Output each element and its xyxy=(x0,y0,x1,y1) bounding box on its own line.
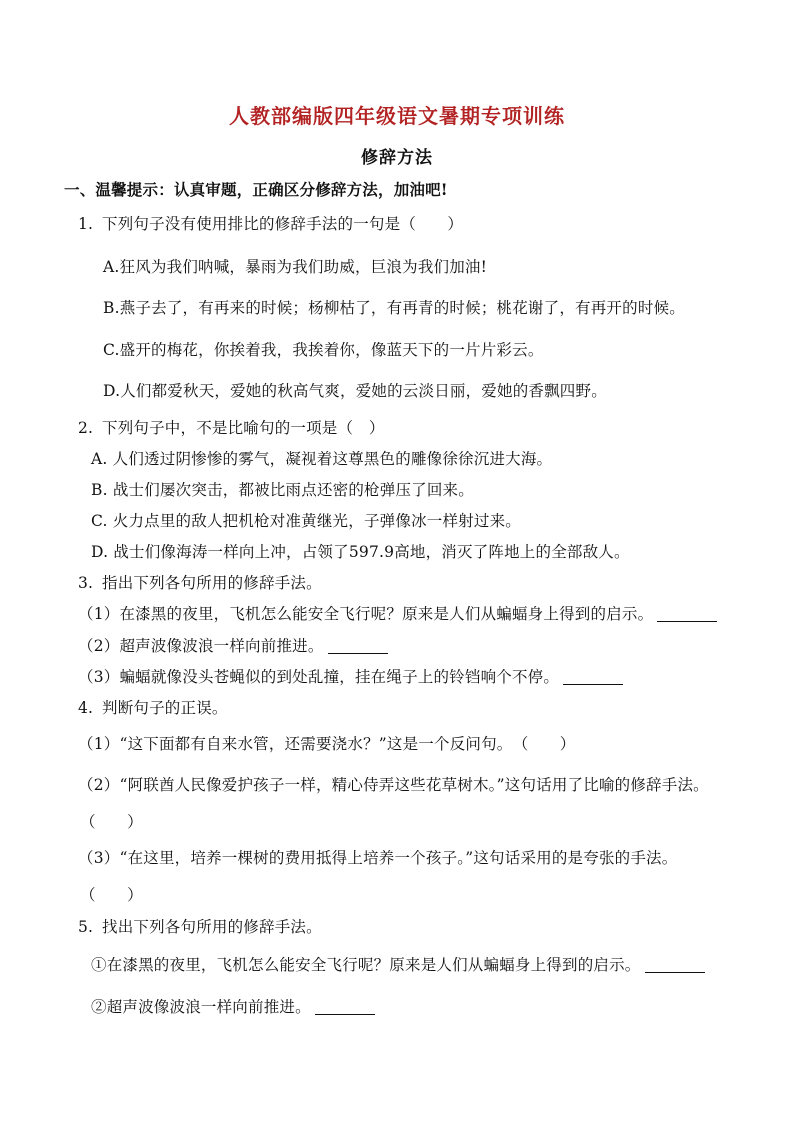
question-4 xyxy=(78,698,228,718)
question-number: 4. xyxy=(78,699,94,717)
answer-blank[interactable] xyxy=(657,607,717,622)
q5-item-1 xyxy=(91,955,705,975)
q2-option-b: B. 战士们屡次突击，都被比雨点还密的枪弹压了回来。 xyxy=(91,481,474,499)
q4-item-1: （1）“这下面都有自来水管，还需要浇水？”这是一个反问句。 （ ） xyxy=(78,735,576,753)
answer-blank[interactable] xyxy=(645,958,705,973)
item-text: ②超声波像波浪一样向前推进。 xyxy=(91,998,311,1016)
question-stem: 下列句子没有使用排比的修辞手法的一句是（ ） xyxy=(102,215,464,233)
q1-option-c: C.盛开的梅花，你挨着我，我挨着你，像蓝天下的一片片彩云。 xyxy=(103,341,544,359)
q2-option-d: D. 战士们像海涛一样向上冲，占领了597.9高地，消灭了阵地上的全部敌人。 xyxy=(91,543,630,561)
q2-option-c: C. 火力点里的敌人把机枪对准黄继光，子弹像冰一样射过来。 xyxy=(91,512,521,530)
document-title: 人教部编版四年级语文暑期专项训练 xyxy=(229,104,565,128)
question-2 xyxy=(78,418,385,438)
document-subtitle: 修辞方法 xyxy=(361,148,433,168)
answer-blank[interactable] xyxy=(315,1000,375,1015)
item-text: （3）蝙蝠就像没头苍蝇似的到处乱撞，挂在绳子上的铃铛响个不停。 xyxy=(78,668,560,686)
question-number: 1. xyxy=(78,215,94,233)
q4-item-2-answer[interactable]: （ ） xyxy=(80,813,143,831)
q4-item-3: （3）“在这里，培养一棵树的费用抵得上培养一个孩子。”这句话采用的是夸张的手法。 xyxy=(78,849,678,867)
q3-item-3 xyxy=(78,667,623,687)
q3-item-2 xyxy=(78,636,388,656)
question-number: 5. xyxy=(78,918,94,936)
item-text: ①在漆黑的夜里，飞机怎么能安全飞行呢？原来是人们从蝙蝠身上得到的启示。 xyxy=(91,956,641,974)
question-number: 2. xyxy=(78,419,94,437)
item-text: （1）在漆黑的夜里，飞机怎么能安全飞行呢？原来是人们从蝙蝠身上得到的启示。 xyxy=(78,605,654,623)
item-text: （2）超声波像波浪一样向前推进。 xyxy=(78,637,324,655)
answer-blank[interactable] xyxy=(328,639,388,654)
q4-item-3-answer[interactable]: （ ） xyxy=(80,886,143,904)
question-stem: 判断句子的正误。 xyxy=(102,699,228,717)
question-stem: 下列句子中，不是比喻句的一项是（ ） xyxy=(102,419,385,437)
section-heading: 一、温馨提示：认真审题，正确区分修辞方法，加油吧! xyxy=(64,180,448,199)
q1-option-d: D.人们都爱秋天，爱她的秋高气爽，爱她的云淡日丽，爱她的香飘四野。 xyxy=(103,382,607,400)
question-stem: 指出下列各句所用的修辞手法。 xyxy=(102,574,322,592)
q1-option-b: B.燕子去了，有再来的时候；杨柳枯了，有再青的时候；桃花谢了，有再开的时候。 xyxy=(103,299,685,317)
question-number: 3. xyxy=(78,574,94,592)
question-5 xyxy=(78,917,322,937)
q4-item-2: （2）“阿联酋人民像爱护孩子一样，精心侍弄这些花草树木。”这句话用了比喻的修辞手法。 xyxy=(78,776,709,794)
q2-option-a: A. 人们透过阴惨惨的雾气，凝视着这尊黑色的雕像徐徐沉进大海。 xyxy=(91,450,553,468)
q5-item-2 xyxy=(91,997,375,1017)
question-1 xyxy=(78,214,463,234)
answer-blank[interactable] xyxy=(563,670,623,685)
question-stem: 找出下列各句所用的修辞手法。 xyxy=(102,918,322,936)
question-3 xyxy=(78,573,322,593)
q3-item-1 xyxy=(78,604,717,624)
q1-option-a: A.狂风为我们呐喊，暴雨为我们助威，巨浪为我们加油! xyxy=(103,258,488,276)
